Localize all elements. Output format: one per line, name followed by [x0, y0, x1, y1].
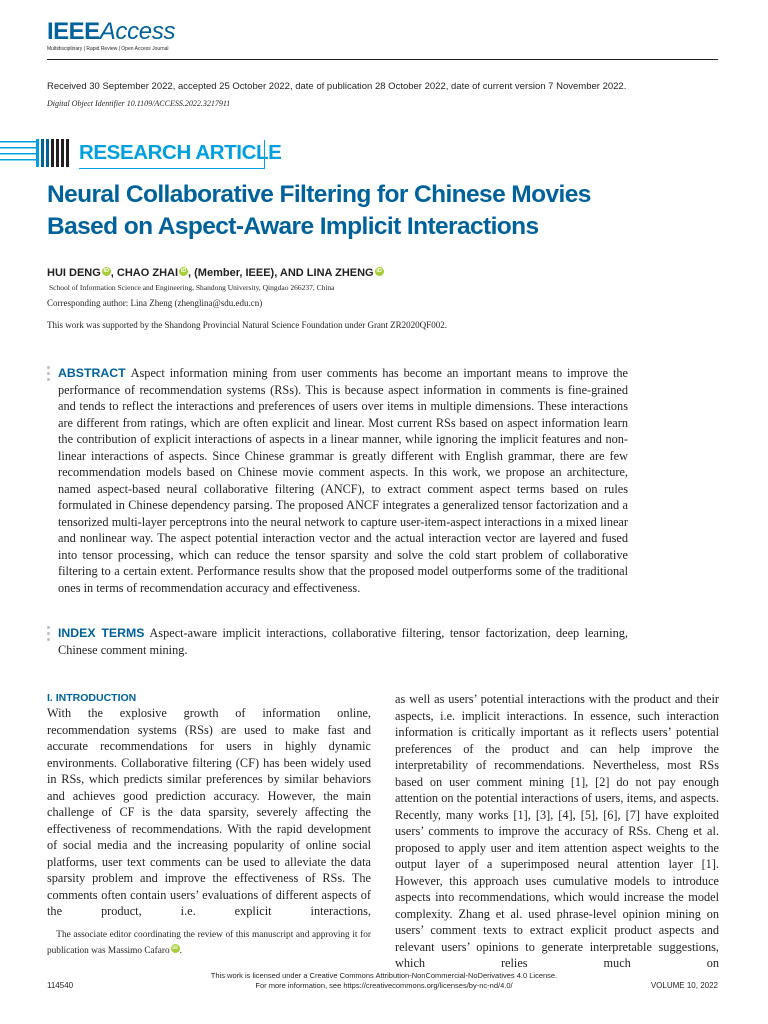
article-type-label: RESEARCH ARTICLE	[79, 141, 282, 164]
abstract	[58, 365, 628, 596]
orcid-icon[interactable]: iD	[180, 268, 187, 274]
corresponding-author: Corresponding author: Lina Zheng (zhenglina@sdu.edu.cn)	[47, 298, 263, 308]
journal-logo	[47, 18, 175, 52]
section-heading-introduction: I. INTRODUCTION	[47, 692, 137, 704]
left-column	[47, 691, 371, 920]
abstract-text: Aspect information mining from user comments has become an important means to improve the performance of recommendation systems (RSs). This is because aspect information in comments is fine-grained and tends to reflect the interactions and preferences of users over items in multiple dimensions. These interactions are different from ratings, which are often explicit and linear. Most current RSs based on aspect information learn the contribution of explicit interactions of aspects in a linear manner, while ignoring the implicit features and non-linear interactions of aspects. Since Chinese grammar is greatly different with English grammar, there are few recommendation models based on Chinese movie comment aspects. In this work, we propose an architecture, named aspect-based neural collaborative filtering (ANCF), to extract comment aspect terms based on rules formulated in Chinese dependency parsing. The proposed ANCF integrates a generalized tensor factorization and a tensorized multi-layer perceptrons into the neural network to capture user-item-aspect interactions in a mixed linear and nonlinear way. The aspect potential interaction vector and the actual interaction vector are layered and fused into tensor processing, which can reduce the tensor sparsity and solve the cold start problem of collaborative filtering to a certain extent. Performance results show that the proposed model outperforms some of the traditional ones in terms of recommendation accuracy and effectiveness.	[58, 366, 628, 595]
index-terms-label: INDEX TERMS	[58, 626, 145, 640]
logo-access: Access	[99, 18, 176, 45]
logo-wordmark	[47, 18, 175, 46]
orcid-icon[interactable]: iD	[376, 268, 382, 274]
logo-ieee: IEEE	[47, 18, 100, 45]
introduction-paragraph-left: With the explosive growth of information online, recommendation systems (RSs) are used to make fast and accurate recommendations for users in highly dynamic environments. Collaborative filtering (CF) has been widely used in RSs, which predicts similar preferences by similar behaviors and achieves good prediction accuracy. However, the main challenge of CF is the data sparsity, severely affecting the effectiveness of recommendations. With the rapid development of social media and the increasing popularity of online social platforms, user text comments can be used to alleviate the data sparsity problem and improve the effectiveness of RSs. The comments often contain users’ evaluations of different aspects of the product, i.e. explicit interactions,	[47, 706, 371, 918]
author-lina-zheng: , (Member, IEEE), AND LINA ZHENG	[188, 267, 374, 279]
license-line-2[interactable]: For more information, see https://creativecommons.org/licenses/by-nc-nd/4.0/	[255, 981, 513, 990]
index-terms-text: Aspect-aware implicit interactions, collaborative filtering, tensor factorization, deep learning, Chinese comment mining.	[58, 626, 628, 657]
banner-stripes-icon	[0, 136, 72, 170]
funding-statement: This work was supported by the Shandong Provincial Natural Science Foundation under Grant ZR2020QF002.	[47, 320, 447, 330]
affiliation: School of Information Science and Engineering, Shandong University, Qingdao 266237, China	[49, 283, 335, 292]
author-hui-deng: HUI DENG	[47, 267, 101, 279]
right-column	[395, 691, 719, 972]
footnote-end: .	[179, 945, 182, 956]
orcid-icon[interactable]: iD	[172, 944, 178, 951]
doi-line: Digital Object Identifier 10.1109/ACCESS.2022.3217911	[47, 99, 231, 108]
introduction-paragraph-right: as well as users’ potential interactions with the product and their aspects, i.e. implicit interactions. In essence, such interaction information is critically important as it reflects users’ potential preferences of the product and can help improve the interpretability of recommendations. Nevertheless, most RSs based on user comment mining [1], [2] do not pay enough attention on the potential interactions of users, items, and aspects. Recently, many works [1], [3], [4], [5], [6], [7] have exploited users’ comments to improve the accuracy of RSs. Cheng et al. proposed to apply user and item attention aspect weights to the output layer of a superimposed neural attention layer [1]. However, this approach uses cumulative models to introduce aspects into recommendations, which would increase the model complexity. Zhang et al. used phrase-level opinion mining on users’ comment texts to extract explicit product aspects and relevant users’ opinions to generate interpretable suggestions, which relies much on	[395, 692, 719, 970]
paper-title-line-1: Neural Collaborative Filtering for Chinese Movies	[47, 181, 591, 208]
header-rule	[47, 59, 718, 60]
volume-label: VOLUME 10, 2022	[650, 981, 718, 990]
editor-footnote	[47, 928, 371, 959]
author-separator: ,	[110, 267, 117, 279]
abstract-dots-icon	[47, 366, 51, 384]
page-number: 114540	[47, 981, 74, 990]
paper-title-line-2: Based on Aspect-Aware Implicit Interactions	[47, 213, 539, 240]
footnote-text: The associate editor coordinating the review of this manuscript and approving it for publication was Massimo Cafaro	[47, 930, 371, 956]
banner-end-rule	[264, 140, 265, 168]
index-terms	[58, 625, 628, 658]
abstract-label: ABSTRACT	[58, 366, 126, 380]
paper-title	[47, 179, 727, 243]
banner-underline	[79, 168, 265, 169]
index-terms-dots-icon	[47, 626, 51, 644]
author-list	[47, 266, 384, 280]
orcid-icon[interactable]: iD	[103, 268, 110, 274]
author-chao-zhai: CHAO ZHAI	[116, 267, 179, 279]
logo-tagline: Multidisciplinary | Rapid Review | Open Access Journal	[47, 46, 169, 52]
received-dates: Received 30 September 2022, accepted 25 October 2022, date of publication 28 October 2022, date of current version 7 November 2022.	[47, 81, 627, 92]
license-line-1[interactable]: This work is licensed under a Creative Commons Attribution-NonCommercial-NoDerivatives 4.0 License.	[210, 971, 558, 980]
